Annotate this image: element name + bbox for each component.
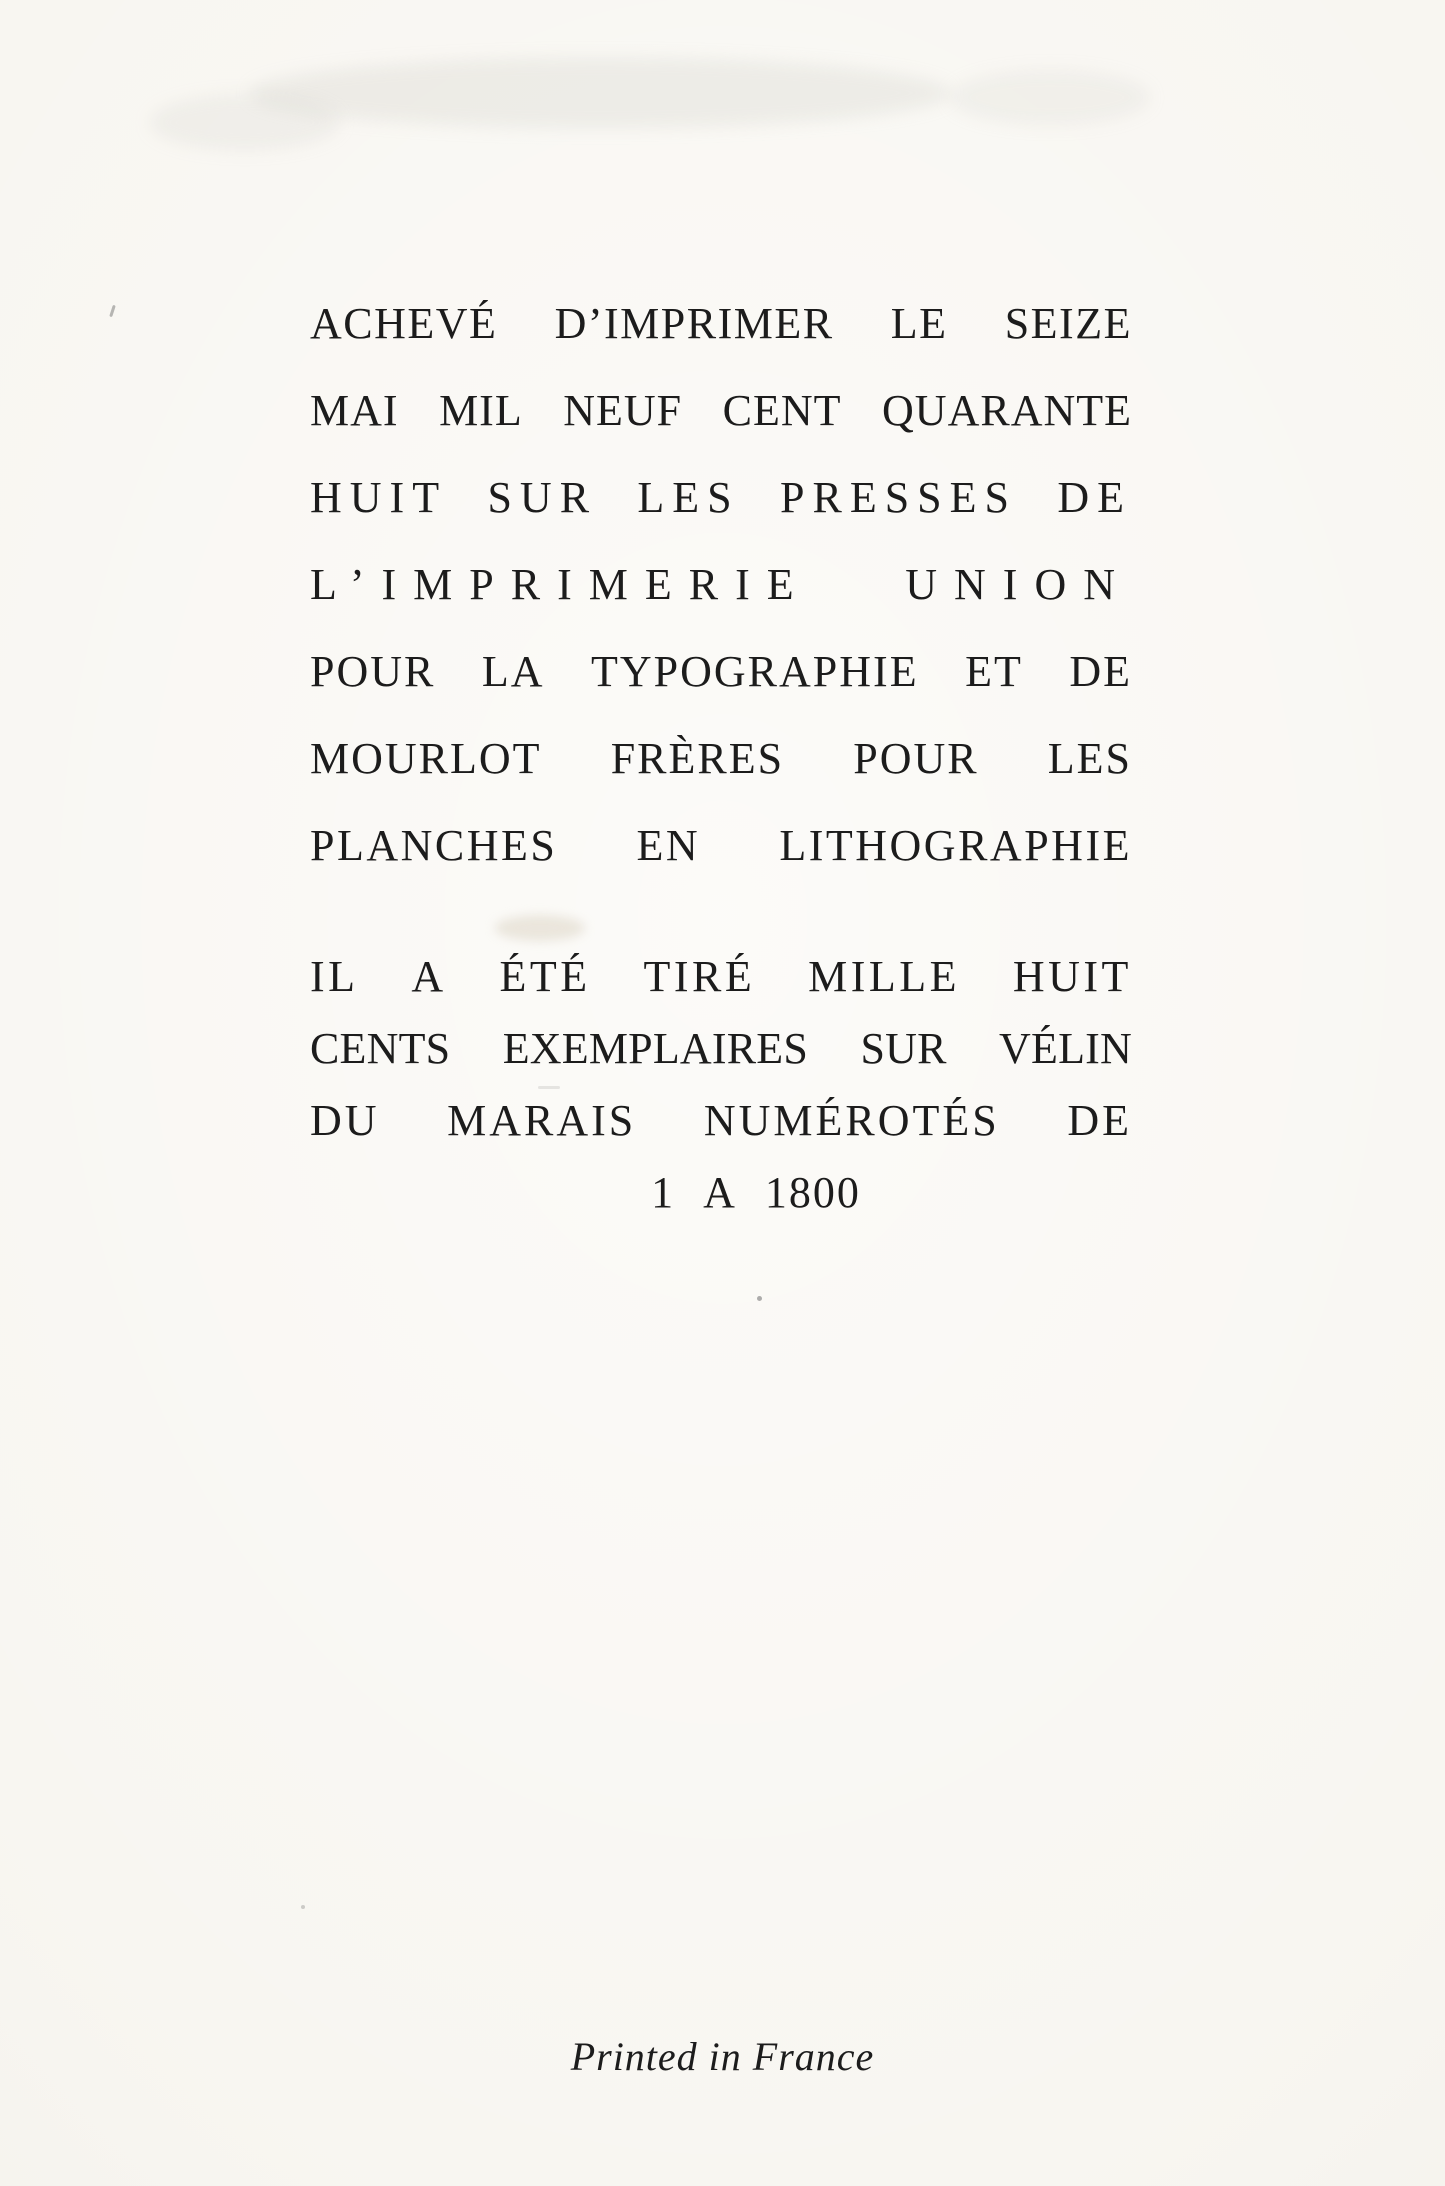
colophon-line (345, 1157, 1167, 1229)
scan-showthrough-smudge (950, 70, 1150, 125)
colophon-word: PRESSES (780, 473, 1017, 522)
colophon-word: TYPOGRAPHIE (591, 647, 919, 696)
colophon-word: IL (310, 952, 359, 1001)
colophon-word: MARAIS (447, 1096, 637, 1145)
scan-speck (301, 1905, 305, 1909)
colophon-word: MIL (439, 386, 523, 435)
colophon-word: ET (965, 647, 1023, 696)
colophon-word: 1 (651, 1168, 676, 1217)
colophon-word: DU (310, 1096, 380, 1145)
colophon-word: POUR (310, 647, 436, 696)
colophon-word: LE (890, 299, 948, 348)
colophon-word: SUR (487, 473, 598, 522)
colophon-word: VÉLIN (999, 1024, 1132, 1073)
colophon-word: POUR (853, 734, 979, 783)
colophon-word: HUIT (310, 473, 448, 522)
colophon-word: NUMÉROTÉS (703, 1096, 1000, 1145)
colophon-word: TIRÉ (643, 952, 756, 1001)
colophon-word: SEIZE (1004, 299, 1132, 348)
scan-speck (109, 305, 116, 317)
colophon-word: MOURLOT (310, 734, 542, 783)
colophon-word: D’IMPRIMER (554, 299, 834, 348)
colophon-word: A (703, 1168, 737, 1217)
colophon-line (310, 1085, 1132, 1157)
colophon-word: MILLE (808, 952, 960, 1001)
colophon-word: NEUF (563, 386, 683, 435)
colophon-word: PLANCHES (310, 821, 558, 870)
colophon-paragraph-edition (310, 941, 1132, 1229)
colophon-word: DE (1057, 473, 1132, 522)
colophon-word: EXEMPLAIRES (502, 1024, 809, 1073)
colophon-line (310, 280, 1132, 367)
colophon-word: SUR (860, 1024, 947, 1073)
colophon-word: LES (1047, 734, 1132, 783)
colophon-line (310, 454, 1132, 541)
scan-smudge (495, 915, 585, 941)
colophon-line (310, 715, 1132, 802)
colophon-word: CENTS (310, 1024, 451, 1073)
colophon-word: DE (1069, 647, 1132, 696)
colophon-word: LA (481, 647, 545, 696)
colophon-word: MAI (310, 386, 399, 435)
colophon-word: A (411, 952, 447, 1001)
colophon-paragraph-printing (310, 280, 1132, 889)
colophon-word: CENT (722, 386, 842, 435)
colophon-word: 1800 (764, 1168, 861, 1217)
colophon-word: FRÈRES (610, 734, 785, 783)
colophon-word: HUIT (1012, 952, 1132, 1001)
colophon-word: UNION (905, 560, 1132, 609)
colophon-line (310, 628, 1132, 715)
colophon-word: QUARANTE (882, 386, 1132, 435)
scan-showthrough-smudge (150, 95, 340, 150)
colophon-word: LITHOGRAPHIE (779, 821, 1132, 870)
printed-in-france-note: Printed in France (570, 2034, 875, 2079)
colophon-line (310, 941, 1132, 1013)
colophon-line (310, 802, 1132, 889)
scan-showthrough-smudge (250, 58, 950, 128)
colophon-word: ACHEVÉ (310, 299, 498, 348)
colophon-word: EN (636, 821, 701, 870)
colophon-line (310, 541, 1132, 628)
colophon-word: LES (637, 473, 740, 522)
colophon-word: ÉTÉ (499, 952, 591, 1001)
colophon-line (310, 1013, 1132, 1085)
colophon-word: DE (1067, 1096, 1132, 1145)
colophon-line (310, 367, 1132, 454)
colophon-word: L’IMPRIMERIE (310, 560, 811, 609)
scan-speck (757, 1296, 762, 1301)
